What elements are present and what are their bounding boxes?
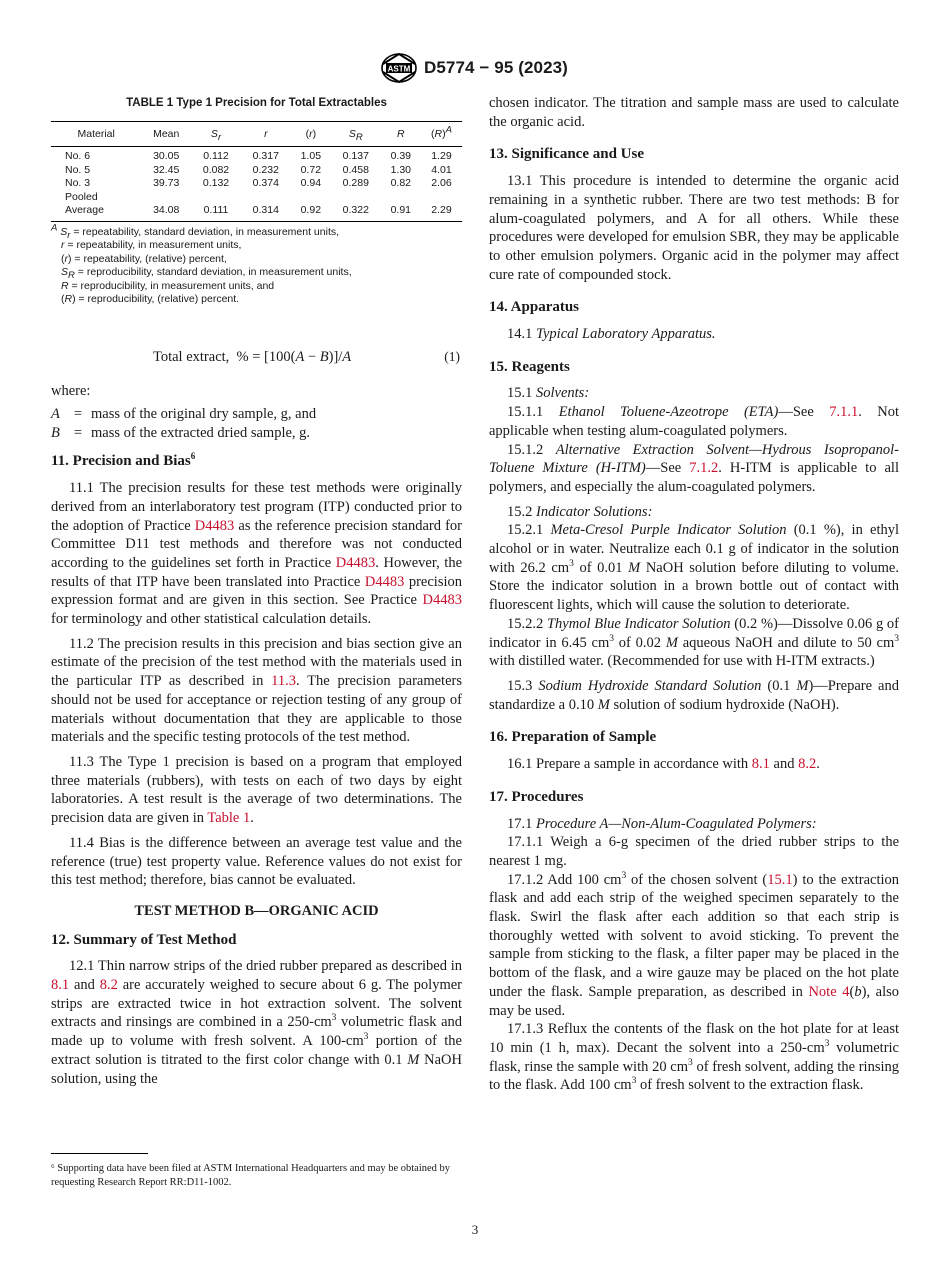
table-cell: No. 3 <box>65 177 91 190</box>
equation-1 <box>51 348 462 368</box>
table-cell <box>291 191 331 205</box>
table-footnote: $S_R$ = reproducibility, standard deviation, in measurement units, <box>61 266 352 282</box>
para-17-1-3: 17.1.3 Reflux the contents of the flask on the hot plate for at least 10 min (1 h, max). Decant the solvent into a $250-cm^3$ volumetric flask, rinse the sample with 20 $cm^3$ of fresh solvent, adding the rinsing to the flask. Add 100 $cm^3$ of fresh solvent to the extraction flask. <box>489 1021 899 1094</box>
para-17-1: 17.1 Procedure A—Non-Alum-Coagulated Polymers: <box>507 815 817 832</box>
table-footnote: $^A$ $S_r$ = repeatability, standard deviation, in measurement units, <box>51 222 340 241</box>
page-number: 3 <box>471 1222 479 1237</box>
table-cell: 1.05 <box>300 150 322 163</box>
table-cell: 0.458 <box>342 163 369 176</box>
equation-number: (1) <box>444 349 460 365</box>
table-row <box>51 191 462 205</box>
col-mean: Mean <box>141 121 191 147</box>
table-row <box>51 204 462 221</box>
link-15-1[interactable]: 15.1 <box>767 871 793 888</box>
para-11-4: 11.4 Bias is the difference between an average test value and the reference (true) test property value. Reference values do not exist for this test method; therefore, bias cannot be evaluated. <box>51 834 462 889</box>
para-11-2: 11.2 The precision results in this precision and bias section give an estimate of the precision of the test method with the materials used in the particular ITP as described in 11.3. The precision parameters should not be used for acceptance or rejection testing of any group of materials without documentation that they are applicable to those materials and the specific testing protocols of the test method. <box>51 635 462 746</box>
section-17-heading: 17. Procedures <box>489 788 584 805</box>
link-8-2[interactable]: 8.2 <box>99 977 118 994</box>
table-cell: 0.72 <box>300 163 322 176</box>
link-d4483[interactable]: D4483 <box>422 592 462 609</box>
method-b-heading: TEST METHOD B—ORGANIC ACID <box>134 902 379 919</box>
footnote-rule <box>51 1153 148 1154</box>
col-sR: $S_R$ <box>331 121 381 147</box>
para-12-1: 12.1 Thin narrow strips of the dried rubber prepared as described in 8.1 and 8.2 are accurately weighed to secure about 6 g. The polymer strips are extracted twice in hot extraction solvent. The solvent extracts and rinsings are combined in a $250-cm^3$ volumetric flask and made up to volume with fresh solvent. A $100-cm^3$ portion of the extract solution is titrated to the first color change with 0.1 M NaOH solution, using the <box>51 958 463 1087</box>
table-cell <box>331 191 381 205</box>
para-15-2-1: 15.2.1 Meta-Cresol Purple Indicator Solution (0.1 %), in ethyl alcohol or in water. Neutralize each 0.1 g of indicator in the solution with 26.2 $cm^3$ of 0.01 M NaOH solution before diluting to volume. Store the indicator solution in a brown bottle out of contact with fluorescent lights, which will cause the solution to deteriorate. <box>489 522 899 614</box>
astm-logo-icon <box>379 52 419 84</box>
table-row <box>51 147 462 164</box>
col-material: Material <box>51 121 141 147</box>
precision-table <box>51 121 462 222</box>
link-d4483[interactable]: D4483 <box>335 554 376 571</box>
table-cell: 0.132 <box>202 177 230 190</box>
para-15-1-1: 15.1.1 Ethanol Toluene-Azeotrope (ETA)—See 7.1.1. Not applicable when testing alum-coagulated polymers. <box>489 404 899 439</box>
table-cell: 0.314 <box>241 204 291 221</box>
table-cell: 0.91 <box>381 204 421 221</box>
table-cell: 0.111 <box>191 204 241 221</box>
para-15-1-2: 15.1.2 Alternative Extraction Solvent—Hydrous Isopropanol-Toluene Mixture (H-ITM)—See 7.1.2. H-ITM is applicable to all polymers, and especially the alum-coagulated polymers. <box>489 441 900 495</box>
link-8-2[interactable]: 8.2 <box>798 756 817 773</box>
table-cell: 0.232 <box>252 163 279 176</box>
para-11-3: 11.3 The Type 1 precision is based on a program that employed three materials (rubbers), with tests on each of two days by eight laboratories. A test result is the average of two determinations. The precision data are given in Table 1. <box>51 754 462 827</box>
col-R-rel: $(R)^A$ <box>421 121 462 147</box>
para-15-2-2: 15.2.2 Thymol Blue Indicator Solution (0.2 %)—Dissolve 0.06 g of indicator in 6.45 $cm^3$ of 0.02 M aqueous NaOH and dilute to 50 $cm^3$ with distilled water. (Recommended for use with H-ITM extracts.) <box>489 615 899 670</box>
link-7-1-2[interactable]: 7.1.2 <box>689 460 719 477</box>
table-cell: No. 6 <box>65 150 91 163</box>
para-15-1: 15.1 Solvents: <box>507 385 590 402</box>
where-item-b: B = mass of the extracted dried sample, g. <box>51 424 311 441</box>
table-cell: 0.322 <box>331 204 381 221</box>
svg-text:ASTM: ASTM <box>387 64 411 74</box>
table-cell: 0.082 <box>202 163 230 176</box>
table-cell: 0.94 <box>300 177 322 190</box>
left-column <box>51 94 462 1088</box>
table-footnote: r = repeatability, in measurement units, <box>61 239 242 252</box>
footnote-6: ⁶ Supporting data have been filed at ASTM International Headquarters and may be obtained by requesting Research Report RR:D11-1002. <box>51 1163 451 1188</box>
table-cell: 2.06 <box>431 177 452 190</box>
table-cell: 0.289 <box>342 177 369 190</box>
table-cell <box>141 191 191 205</box>
table-cell: 34.08 <box>141 204 191 221</box>
right-column <box>489 94 899 1095</box>
table-cell: No. 5 <box>65 163 91 176</box>
table-cell: 0.92 <box>291 204 331 221</box>
section-11-heading: 11. Precision and Bias$^6$ <box>51 451 196 470</box>
table-cell <box>191 191 241 205</box>
para-14-1: 14.1 Typical Laboratory Apparatus. <box>507 326 716 343</box>
table-cell: 0.112 <box>203 150 229 163</box>
col-sr: $S_r$ <box>191 121 241 147</box>
table-cell: 2.29 <box>421 204 462 221</box>
col-r: r <box>241 121 291 147</box>
para-12-1-cont: chosen indicator. The titration and sample mass are used to calculate the organic acid. <box>489 95 899 130</box>
para-17-1-1: 17.1.1 Weigh a 6-g specimen of the dried rubber strips to the nearest 1 mg. <box>489 834 899 869</box>
link-8-1[interactable]: 8.1 <box>751 756 770 773</box>
table-cell: 0.39 <box>390 150 412 163</box>
table-cell: 39.73 <box>153 177 180 190</box>
section-16-heading: 16. Preparation of Sample <box>489 729 657 746</box>
table-cell <box>421 191 462 205</box>
equation-text: Total extract, % = [100(A − B)]/A <box>153 349 352 366</box>
table-row <box>51 177 462 191</box>
table-cell: 30.05 <box>153 150 180 163</box>
table-row <box>51 164 462 178</box>
section-13-heading: 13. Significance and Use <box>489 146 645 163</box>
para-15-3: 15.3 Sodium Hydroxide Standard Solution (0.1 M)—Prepare and standardize a 0.10 M solution of sodium hydroxide (NaOH). <box>489 677 899 713</box>
link-table-1[interactable]: Table 1 <box>207 810 251 827</box>
para-15-2: 15.2 Indicator Solutions: <box>507 503 653 520</box>
link-8-1[interactable]: 8.1 <box>51 977 70 994</box>
table-cell: Average <box>51 204 141 221</box>
table-footnote: R = reproducibility, in measurement units, and <box>61 279 275 292</box>
para-13-1: 13.1 This procedure is intended to determine the organic acid remaining in a synthetic rubber. There are two test methods: B for alum-coagulated polymers, and A for all others. While these procedures were developed for emulsion SBR, they may be applicable to other emulsion polymers. Organic acid in the polymer may affect cure rate of compounded stock. <box>489 173 899 283</box>
table-title: TABLE 1 Type 1 Precision for Total Extractables <box>126 97 387 109</box>
table-cell: 0.82 <box>390 177 412 190</box>
table-cell <box>381 191 421 205</box>
section-15-heading: 15. Reagents <box>489 358 570 375</box>
where-item-a: A = mass of the original dry sample, g, and <box>51 406 317 423</box>
table-footnote: (R) = reproducibility, (relative) percent. <box>61 292 240 305</box>
link-11-3[interactable]: 11.3 <box>271 673 296 690</box>
table-cell: 0.137 <box>342 150 369 163</box>
where-label: where: <box>51 383 91 400</box>
table-cell: 0.374 <box>252 177 279 190</box>
section-14-heading: 14. Apparatus <box>489 299 580 316</box>
table-cell: 0.317 <box>252 150 279 163</box>
table-footnote: (r) = repeatability, (relative) percent, <box>61 252 227 265</box>
link-d4483[interactable]: D4483 <box>364 573 405 590</box>
page-header <box>0 52 950 86</box>
table-cell: 4.01 <box>431 163 452 176</box>
table-cell: Pooled <box>65 190 98 203</box>
table-cell <box>241 191 291 205</box>
standard-designation: D5774 − 95 (2023) <box>424 58 568 77</box>
table-cell: 1.30 <box>390 163 412 176</box>
section-12-heading: 12. Summary of Test Method <box>51 931 237 948</box>
para-11-1: 11.1 The precision results for these test methods were originally derived from an interlaboratory test program (ITP) conducted prior to the adoption of Practice D4483 as the reference precision standard for Committee D11 test methods and therefore was not conducted according to the guidelines set forth in Practice D4483. However, the results of that ITP have been translated into Practice D4483 precision expression format and are given in this section. See Practice D4483 for terminology and other statistical calculation details. <box>51 480 463 628</box>
table-cell: 32.45 <box>153 163 180 176</box>
link-note-4[interactable]: Note 4 <box>808 983 850 1000</box>
col-R: R <box>381 121 421 147</box>
para-17-1-2: 17.1.2 Add 100 $cm^3$ of the chosen solvent (15.1) to the extraction flask and add each strip of the weighed specimen separately to the flask. Swirl the flask after each addition so that each strip is thoroughly wetted with solvent to avoid sticking. To prevent the sample from sticking to the flask, a filter paper may be placed in the bottom of the flask, and a wire gauze may be placed on the hot plate under the flask. Sample preparation, as described in Note 4(b), also may be used. <box>489 870 900 1019</box>
link-7-1-1[interactable]: 7.1.1 <box>829 404 859 421</box>
link-d4483[interactable]: D4483 <box>194 517 235 534</box>
table-header-row <box>51 121 462 147</box>
para-16-1: 16.1 Prepare a sample in accordance with 8.1 and 8.2. <box>507 756 820 773</box>
table-cell: 1.29 <box>431 150 452 163</box>
col-r-rel: (r) <box>291 121 331 147</box>
table-footnotes <box>51 222 462 306</box>
